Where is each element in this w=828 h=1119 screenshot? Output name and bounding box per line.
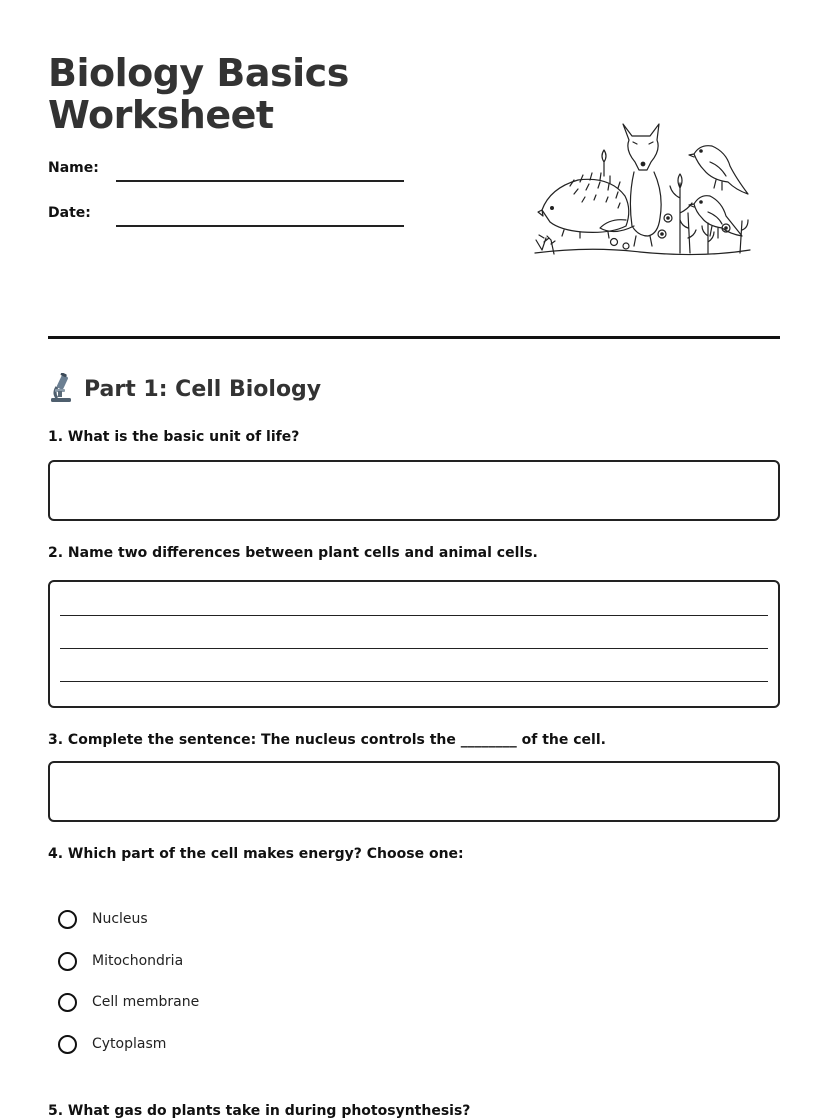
option-label: Cytoplasm [92, 1036, 167, 1052]
option-cell-membrane[interactable] [58, 990, 199, 1014]
radio-button[interactable] [58, 910, 77, 929]
answer-line [60, 648, 768, 649]
date-field[interactable] [116, 225, 404, 227]
name-field[interactable] [116, 180, 404, 182]
woodland-animals-illustration [530, 118, 755, 263]
answer-line [60, 615, 768, 616]
part1-title: Part 1: Cell Biology [84, 376, 322, 402]
answer-box-1[interactable] [48, 460, 780, 521]
radio-button[interactable] [58, 1035, 77, 1054]
radio-button[interactable] [58, 952, 77, 971]
option-label: Cell membrane [92, 994, 200, 1010]
section-divider [48, 336, 780, 339]
worksheet-title [48, 52, 378, 136]
option-cytoplasm[interactable] [58, 1032, 166, 1056]
answer-line [60, 681, 768, 682]
part1-heading [48, 372, 321, 406]
question-5: 5. What gas do plants take in during photosynthesis? [48, 1103, 471, 1119]
option-label: Mitochondria [92, 953, 184, 969]
date-label: Date: [48, 205, 91, 221]
radio-button[interactable] [58, 993, 77, 1012]
option-mitochondria[interactable] [58, 949, 183, 973]
question-2: 2. Name two differences between plant cells and animal cells. [48, 545, 538, 561]
name-label: Name: [48, 160, 99, 176]
title-line-2: Worksheet [48, 93, 274, 137]
answer-box-2[interactable] [48, 580, 780, 708]
question-1: 1. What is the basic unit of life? [48, 429, 300, 445]
option-label: Nucleus [92, 911, 148, 927]
microscope-icon [48, 373, 74, 405]
title-line-1: Biology Basics [48, 51, 349, 95]
answer-box-3[interactable] [48, 761, 780, 822]
option-nucleus[interactable] [58, 907, 148, 931]
question-4: 4. Which part of the cell makes energy? Choose one: [48, 846, 464, 862]
question-3: 3. Complete the sentence: The nucleus controls the ________ of the cell. [48, 732, 606, 748]
